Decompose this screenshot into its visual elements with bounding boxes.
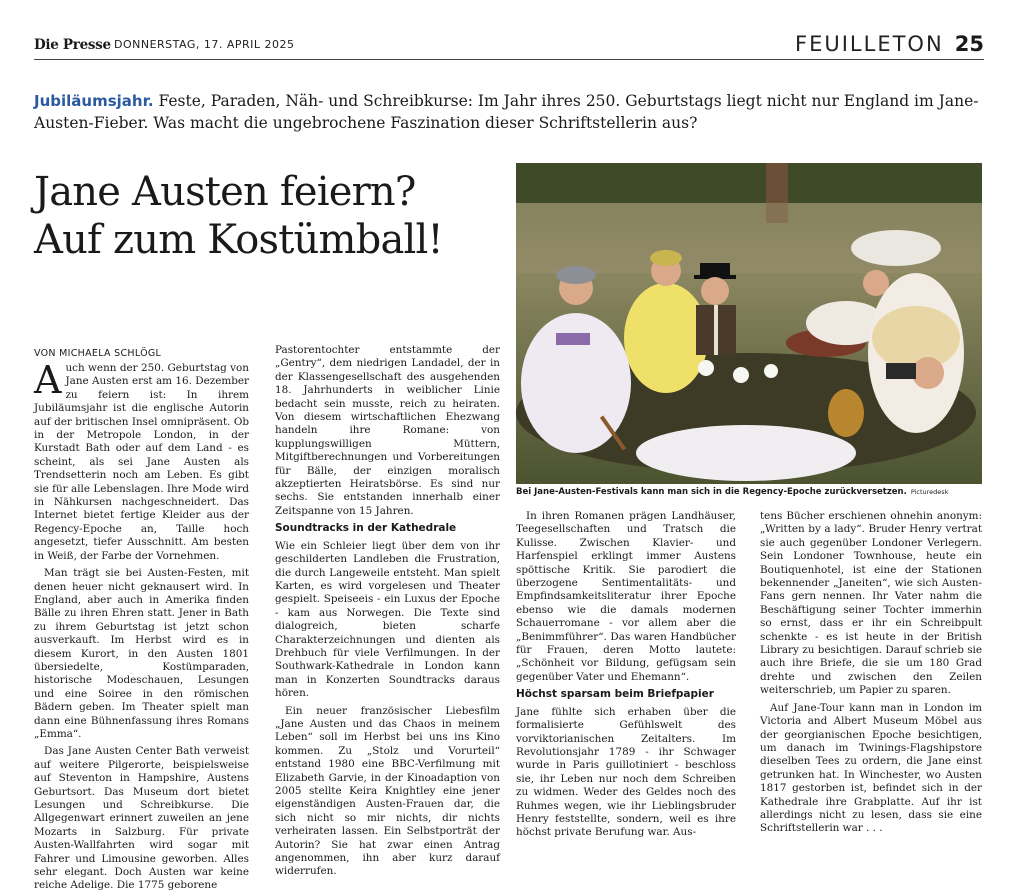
- paragraph: In ihren Romanen prägen Landhäuser, Teegesellschaften und Tratsch die Kulisse. Zwischen Klavier- und Harfenspiel erklingt immer Austens spöttische Kritik. Sie parodiert die überzogene Sentimentalitäts- und Empfindsamkeitsliteratur ihrer Epoche ebenso wie die damals modernen Schauerromane - vor allem aber die „Benimmführer“. Das waren Handbücher für Frauen, deren Motto lautete: „Schönheit vor Bildung, gefügsam sein gegenüber Vater und Ehemann“.: [516, 510, 736, 683]
- paragraph: Das Jane Austen Center Bath verweist auf weitere Pilgerorte, beispielsweise auf Steventon in Hampshire, Austens Geburtsort. Das Museum dort bietet Lesungen und Schreibkurse. Die Allgegenwart erinnert zuweilen an jene Mozarts in Salzburg. Für private Austen-Wallfahrten wird sogar mit Fahrer und Limousine geworben. Alles sehr elegant. Doch Austen war keine reiche Adelige. Die 1775 geborene: [34, 745, 249, 892]
- photo-caption: [516, 487, 982, 497]
- caption-text: Bei Jane-Austen-Festivals kann man sich in die Regency-Epoche zurückversetzen.: [516, 487, 907, 497]
- newspaper-logo: Die Presse: [34, 37, 111, 53]
- paragraph: Man trägt sie bei Austen-Festen, mit denen heuer nicht geknausert wird. In England, aber auch in Amerika finden Bälle zu ihren Ehren statt. Jener in Bath zu ihrem Geburtstag ist jetzt schon ausverkauft. Im Herbst wird es in diesem Kurort, in den Austen 1801 übersiedelte, Kostümparaden, historische Modeschauen, Lesungen und eine Soiree in den römischen Bädern geben. Im Theater spielt man dann eine Bühnenfassung ihres Romans „Emma“.: [34, 567, 249, 740]
- subheading: Soundtracks in der Kathedrale: [275, 522, 457, 535]
- byline: VON MICHAELA SCHLÖGL: [34, 348, 162, 359]
- article-column-3: [516, 510, 736, 839]
- kicker: Jubiläumsjahr.: [34, 92, 154, 110]
- paragraph: Ein neuer französischer Liebesfilm „Jane Austen und das Chaos in meinem Leben“ soll im Herbst bei uns ins Kino kommen. Zu „Stolz und Vorurteil“ entstand 1980 eine BBC-Verfilmung mit Elizabeth Garvie, in der Kinoadaption von 2005 stellte Keira Knightley eine jener eigenständigen Austen-Frauen dar, die sich nicht so mir nichts, dir nichts verheiraten lassen. Ein Selbstporträt der Autorin? Sie hat zwar einen Antrag angenommen, ihn aber kurz darauf widerrufen.: [275, 704, 500, 878]
- section-header: [795, 32, 984, 56]
- paragraph: tens Bücher erschienen ohnehin anonym: „Written by a lady“. Bruder Henry vertrat sie auch gegenüber Londoner Verlegern. Sein Londoner Townhouse, heute ein Boutiquenhotel, ist eine der Stationen bekennender „Janeiten“, wie sich Austen-Fans gern nennen. Ihr Vater nahm die Beschäftigung seiner Tochter immerhin so ernst, dass er ihr ein Schreibpult schenkte - es ist heute in der British Library zu besichtigen. Darauf schrieb sie auch ihre Briefe, die sie um 180 Grad drehte und zwischen den Zeilen weiterschrieb, um Papier zu sparen.: [760, 510, 982, 697]
- standfirst-text: Feste, Paraden, Näh- und Schreibkurse: Im Jahr ihres 250. Geburtstags liegt nicht nur England im Jane-Austen-Fieber. Was macht die ungebrochene Faszination dieser Schriftstellerin aus?: [34, 92, 979, 132]
- paragraph: [34, 358, 249, 563]
- standfirst: [34, 90, 984, 134]
- section-name: FEUILLETON: [795, 32, 944, 56]
- drop-cap: A: [34, 358, 62, 402]
- paragraph: Auf Jane-Tour kann man in London im Victoria and Albert Museum Möbel aus der georgianischen Epoche besichtigen, um danach im Twinings-Flagshipstore dieselben Tees zu ordern, die Jane einst getrunken hat. In Winchester, wo Austen 1817 gestorben ist, befindet sich in der Kathedrale ihre Grabplatte. Auf ihr ist allerdings nicht zu lesen, dass sie eine Schriftstellerin war . . .: [760, 701, 982, 835]
- subheading: Höchst sparsam beim Briefpapier: [516, 688, 714, 701]
- paragraph: Jane fühlte sich erhaben über die formalisierte Gefühlswelt des vorviktorianischen Zeitalters. Im Revolutionsjahr 1789 - ihr Schwager wurde in Paris guillotiniert - beschloss sie, ihr Leben nur noch dem Schreiben zu widmen. Weder des Geldes noch des Ruhmes wegen, wie ihr Lieblingsbruder Henry feststellte, sondern, weil es ihre höchst private Berufung war. Aus-: [516, 705, 736, 839]
- headline-line-1: Jane Austen feiern?: [34, 169, 416, 215]
- masthead: [34, 34, 984, 60]
- costume-picnic-illustration: [516, 163, 982, 484]
- paragraph: Pastorentochter entstammte der „Gentry“, dem niedrigen Landadel, der in der Klassengesellschaft des ausgehenden 18. Jahrhunderts in weiblicher Linie bedacht sein musste, reich zu heiraten. Von diesem wirtschaftlichen Ehezwang handeln ihre Romane: von kupplungswilligen Müttern, Mitgiftberechnungen und Vorbereitungen für Bälle, der einzigen moralisch akzeptierten Heiratsbörse. Es sind nur sechs. Sie entstanden innerhalb einer Zeitspanne von 15 Jahren.: [275, 344, 500, 517]
- photo-credit: Picturedesk: [910, 488, 949, 496]
- article-column-1: [34, 358, 249, 892]
- page-number: 25: [954, 32, 984, 56]
- headline: [34, 168, 504, 264]
- paragraph-text: uch wenn der 250. Geburtstag von Jane Austen erst am 16. Dezember zu feiern ist: In ihrem Jubiläumsjahr ist die englische Autorin auf der britischen Insel omnipräsent. Ob in der Metropole London, in der Kurstadt Bath oder auf dem Land - es scheint, als sei Jane Austen als Trendsetterin noch am Leben. Es gibt sie für alle Lebenslagen. Ihre Mode wird in Nähkursen nachgeschneidert. Das Internet bietet fertige Kleider aus der Regency-Epoche an, Taille hoch angesetzt, tiefer Ausschnitt. Am besten in Weiß, der Farbe der Vornehmen.: [34, 362, 249, 562]
- article-column-4: [760, 510, 982, 835]
- paragraph: Wie ein Schleier liegt über dem von ihr geschilderten Landleben die Frustration, die durch Langeweile entsteht. Man spielt Karten, es wird vorgelesen und Theater gespielt. Speiseeis - ein Luxus der Epoche - kam aus Norwegen. Die Texte sind dialogreich, bieten scharfe Charakterzeichnungen und dienten als Drehbuch für viele Verfilmungen. In der Southwark-Kathedrale in London kann man in Konzerten Soundtracks daraus hören.: [275, 539, 500, 700]
- headline-line-2: Auf zum Kostümball!: [34, 217, 443, 263]
- article-column-2: [275, 344, 500, 878]
- issue-date: DONNERSTAG, 17. APRIL 2025: [114, 38, 295, 51]
- masthead-rule: [34, 59, 984, 60]
- article-photo: [516, 163, 982, 484]
